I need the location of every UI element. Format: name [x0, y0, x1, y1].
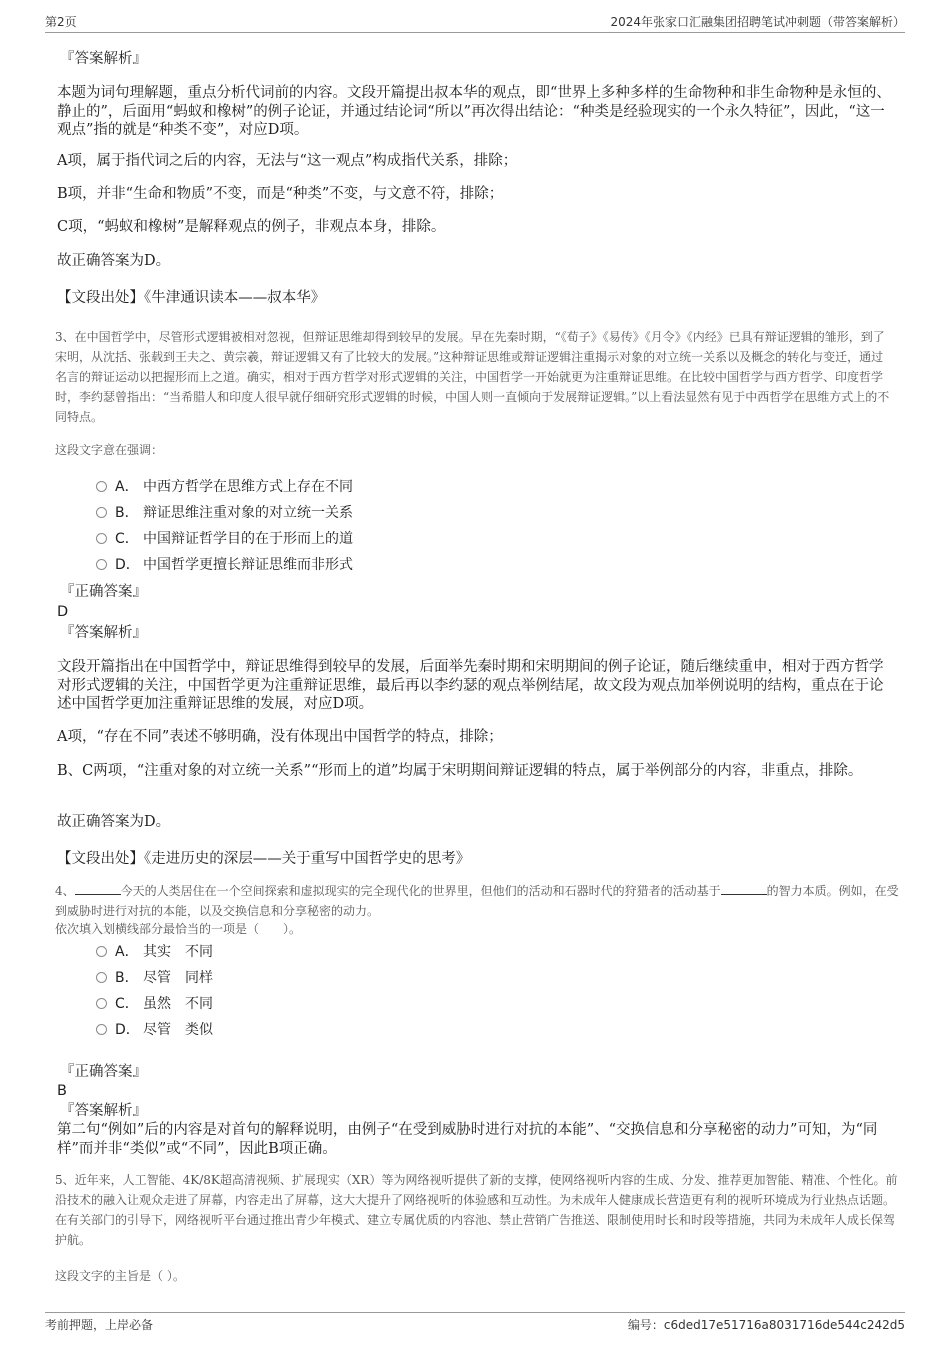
q3-source: 【文段出处】《走进历史的深层——关于重写中国哲学史的思考》	[57, 851, 471, 867]
q3-analysis-paragraph: 文段开篇指出在中国哲学中，辩证思维得到较早的发展，后面举先秦时期和宋明期间的例子论证，随后继续重申，相对于西方哲学对形式逻辑的关注，中国哲学更为注重辩证思维，最后再以李约瑟的观点举例结尾，故文段为观点加举例说明的结构，重点在于论述中国哲学更加注重辩证思维的发展，对应D项。	[57, 659, 884, 712]
q2-analysis-option-a: A项，属于指代词之后的内容，无法与“这一观点”构成指代关系，排除；	[57, 153, 518, 169]
q2-source: 【文段出处】《牛津通识读本——叔本华》	[57, 290, 326, 306]
q3-answer: D	[57, 604, 69, 620]
q3-passage: 3、在中国哲学中，尽管形式逻辑被相对忽视，但辩证思维却得到较早的发展。早在先秦时期，“《荀子》《易传》《月令》《内经》已具有辩证逻辑的雏形，到了宋明，从沈括、张载到王夫之、黄宗羲，辩证逻辑又有了比较大的发展。”这种辩证思维或辩证逻辑注重揭示对象的对立统一关系以及概念的转化与变迁，通过名言的辩证运动以把握形而上之道。确实，相对于西方哲学对形式逻辑的关注，中国哲学一开始就更为注重辩证思维。在比较中国哲学与西方哲学、印度哲学时，李约瑟曾指出：“当希腊人和印度人很早就仔细研究形式逻辑的时候，中国人则一直倾向于发展辩证逻辑。”以上看法显然有见于中西哲学在思维方式上的不同特点。	[55, 330, 890, 424]
q5-passage: 5、近年来，人工智能、4K/8K超高清视频、扩展现实（XR）等为网络视听提供了新的支撑，使网络视听内容的生成、分发、推荐更加智能、精准、个性化。前沿技术的融入让观众走进了屏幕，内容走出了屏幕，这大大提升了网络视听的体验感和互动性。为未成年人健康成长营造更有利的视听环境成为行业热点话题。在有关部门的引导下，网络视听平台通过推出青少年模式、建立专属优质的内容池、禁止营销广告推送、限制使用时长和时段等措施，共同为未成年人成长保驾护航。	[55, 1173, 898, 1247]
q4-option-c[interactable]: C． 虽然 不同	[96, 993, 213, 1015]
q3-question: 这段文字意在强调：	[55, 443, 164, 457]
q4-analysis-label: 『答案解析』	[60, 1103, 147, 1119]
q2-analysis-label: 『答案解析』	[60, 51, 147, 67]
q3-option-b[interactable]: B． 辩证思维注重对象的对立统一关系	[96, 502, 353, 524]
q3-option-d[interactable]: D． 中国哲学更擅长辩证思维而非形式	[96, 554, 353, 576]
q4-answer: B	[57, 1083, 67, 1099]
q3-option-c[interactable]: C． 中国辩证哲学目的在于形而上的道	[96, 528, 353, 550]
q2-analysis-option-b: B项，并非“生命和物质”不变，而是“种类”不变，与文意不符，排除；	[57, 186, 504, 202]
radio-icon[interactable]	[96, 533, 107, 544]
radio-icon[interactable]	[96, 559, 107, 570]
page-number: 第2页	[45, 15, 77, 29]
blank-underline	[721, 882, 767, 895]
radio-icon[interactable]	[96, 972, 107, 983]
q3-analysis-option-bc: B、C两项，“注重对象的对立统一关系”“形而上的道”均属于宋明期间辩证逻辑的特点，属于举例部分的内容，非重点，排除。	[57, 763, 863, 779]
radio-icon[interactable]	[96, 946, 107, 957]
q4-analysis-paragraph: 第二句“例如”后的内容是对首句的解释说明，由例子“在受到威胁时进行对抗的本能”、“交换信息和分享秘密的动力”可知，为“同样”而并非“类似”或“不同”，因此B项正确。	[57, 1122, 878, 1157]
radio-icon[interactable]	[96, 507, 107, 518]
radio-icon[interactable]	[96, 998, 107, 1009]
q3-answer-label: 『正确答案』	[60, 584, 147, 600]
q2-analysis-option-c: C项，“蚂蚁和橡树”是解释观点的例子，非观点本身，排除。	[57, 219, 446, 235]
radio-icon[interactable]	[96, 481, 107, 492]
q3-analysis-label: 『答案解析』	[60, 625, 147, 641]
q3-analysis-option-a: A项，“存在不同”表述不够明确，没有体现出中国哲学的特点，排除；	[57, 729, 503, 745]
q5-question: 这段文字的主旨是（ ）。	[55, 1269, 185, 1283]
q3-option-a[interactable]: A． 中西方哲学在思维方式上存在不同	[96, 476, 353, 498]
q2-analysis-paragraph: 本题为词句理解题，重点分析代词前的内容。文段开篇提出叔本华的观点，即“世界上多种多样的生命物种和非生命物种是永恒的、静止的”，后面用“蚂蚁和橡树”的例子论证，并通过结论词“所以”再次得出结论：“种类是经验现实的一个永久特征”，因此，“这一观点”指的就是“种类不变”，对应D项。	[57, 85, 891, 138]
document-id: 编号：c6ded17e51716a8031716de544c242d5	[627, 1318, 905, 1332]
page-footer	[45, 1312, 905, 1337]
q4-answer-label: 『正确答案』	[60, 1064, 147, 1080]
blank-underline	[75, 882, 121, 895]
q4-question: 依次填入划横线部分最恰当的一项是（ ）。	[55, 922, 302, 936]
q4-passage: 4、 今天的人类居住在一个空间探索和虚拟现实的完全现代化的世界里，但他们的活动和石器时代的狩猎者的活动基于 的智力本质。例如，在受到威胁时进行对抗的本能，以及交换信息和分享秘密的动力。	[55, 884, 899, 918]
q4-option-a[interactable]: A． 其实 不同	[96, 941, 213, 963]
document-title: 2024年张家口汇融集团招聘笔试冲刺题（带答案解析）	[610, 15, 905, 29]
page-header	[45, 8, 905, 33]
footer-slogan: 考前押题，上岸必备	[45, 1318, 154, 1332]
q2-conclusion: 故正确答案为D。	[57, 253, 171, 269]
q4-option-d[interactable]: D． 尽管 类似	[96, 1019, 213, 1041]
radio-icon[interactable]	[96, 1024, 107, 1035]
q3-conclusion: 故正确答案为D。	[57, 814, 171, 830]
q4-option-b[interactable]: B． 尽管 同样	[96, 967, 213, 989]
